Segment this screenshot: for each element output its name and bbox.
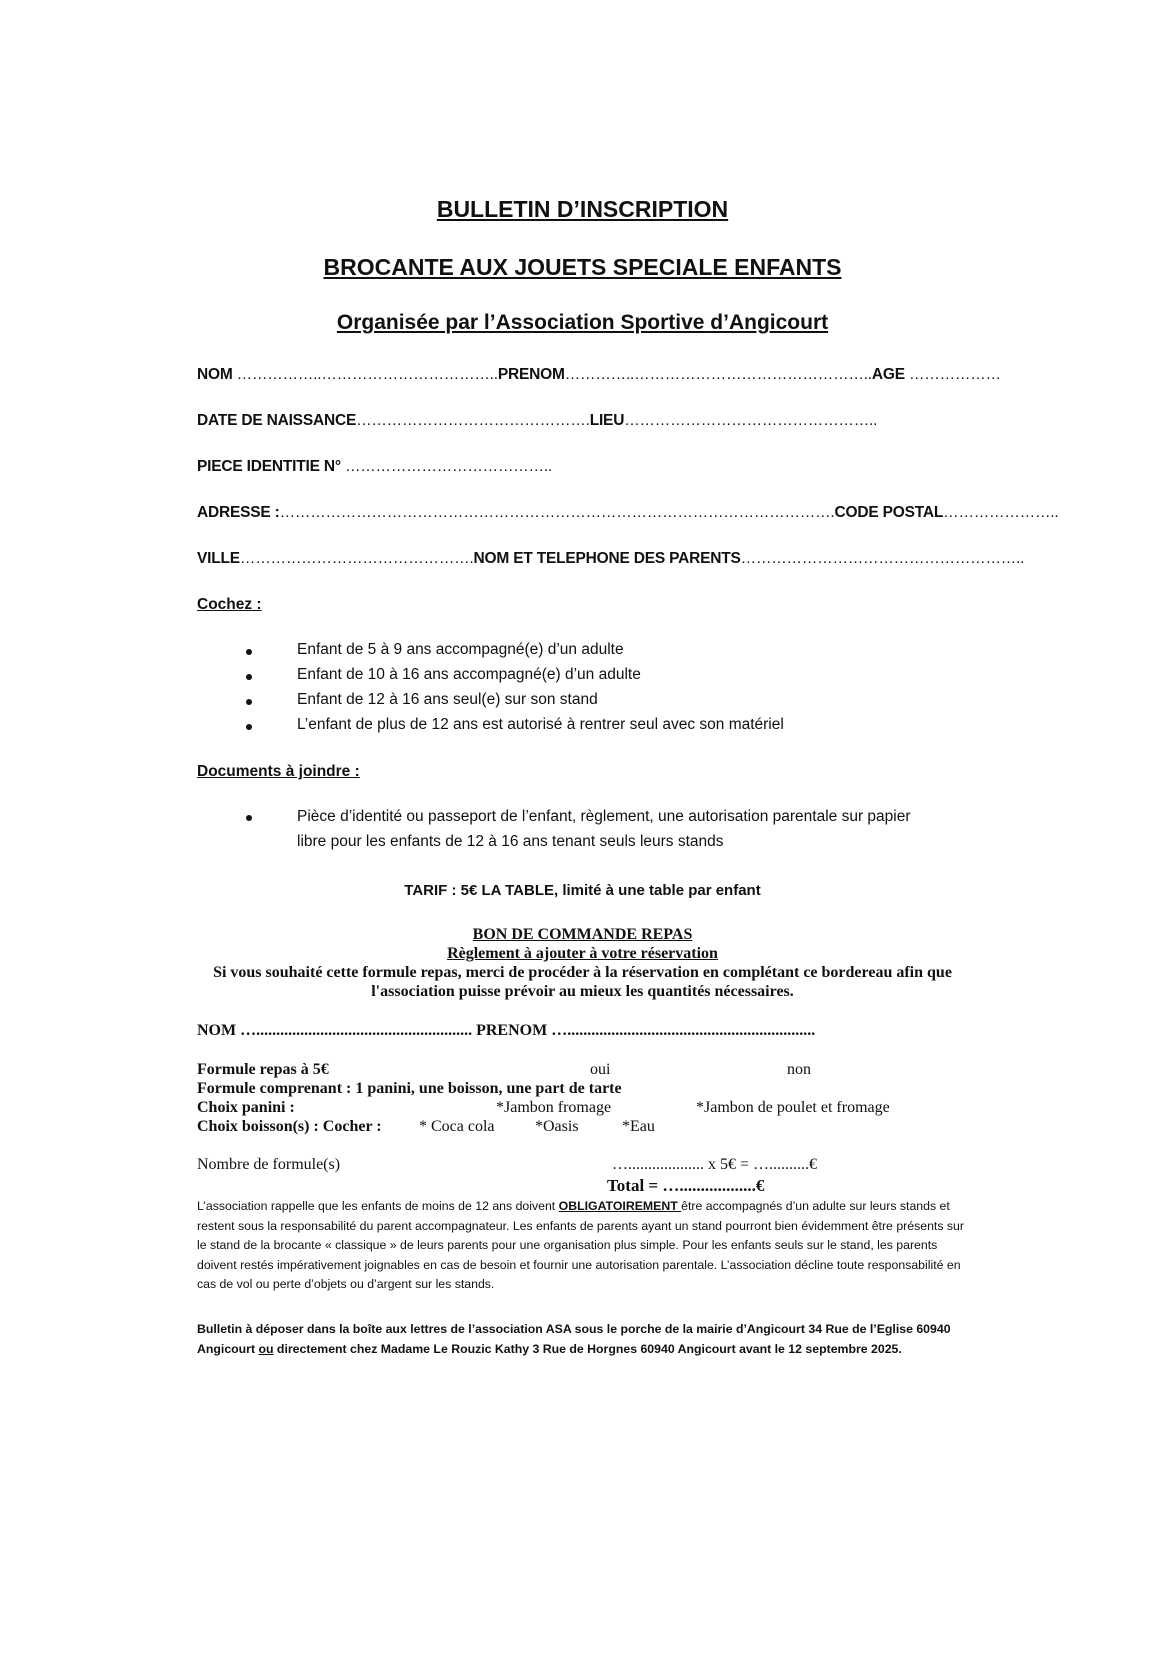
responsibility-note bbox=[197, 1197, 967, 1295]
cochez-heading: Cochez : bbox=[197, 596, 262, 613]
depot-ou: ou bbox=[258, 1341, 274, 1356]
adresse-label: ADRESSE : bbox=[197, 504, 280, 521]
bullet-icon bbox=[246, 674, 252, 680]
document-title: BULLETIN D’INSCRIPTION bbox=[436, 196, 729, 222]
adresse-cp-line bbox=[197, 504, 1058, 522]
repas-nom-prenom-field[interactable]: NOM …...................................................... PRENOM ….............................................................. bbox=[197, 1022, 816, 1039]
adresse-field[interactable]: ………………………………………………………………………………………………. bbox=[279, 504, 835, 521]
nom-label: NOM bbox=[197, 366, 233, 383]
panini-option[interactable]: *Jambon de poulet et fromage bbox=[696, 1099, 890, 1116]
depot-text: Bulletin à déposer dans la boîte aux lettres de l’association ASA sous le porche de la mairie d’Angicourt 34 Rue de l’Eglise 60940 Angicourt bbox=[197, 1322, 951, 1356]
note-text: L’association rappelle que les enfants de moins de 12 ans doivent bbox=[197, 1199, 559, 1213]
naissance-lieu-line bbox=[197, 412, 877, 430]
prenom-field[interactable]: …………..……………………………………….. bbox=[564, 366, 872, 383]
panini-option[interactable]: *Jambon fromage bbox=[496, 1099, 612, 1116]
ville-parents-line bbox=[197, 550, 1024, 568]
bullet-icon bbox=[246, 699, 252, 705]
parents-field[interactable]: ……………………………………………….. bbox=[740, 550, 1025, 567]
cochez-item[interactable]: Enfant de 5 à 9 ans accompagné(e) d’un adulte bbox=[297, 641, 624, 658]
panini-label: Choix panini : bbox=[197, 1099, 295, 1116]
bullet-icon bbox=[246, 724, 252, 730]
lieu-label: LIEU bbox=[589, 412, 625, 429]
repas-intro-line: l'association puisse prévoir au mieux les quantités nécessaires. bbox=[371, 983, 794, 1000]
lieu-field[interactable]: ………………………………………….. bbox=[624, 412, 878, 429]
cochez-item[interactable]: Enfant de 10 à 16 ans accompagné(e) d’un adulte bbox=[297, 666, 641, 683]
documents-line: libre pour les enfants de 12 à 16 ans tenant seuls leurs stands bbox=[297, 833, 724, 850]
boisson-option[interactable]: * Coca cola bbox=[419, 1118, 495, 1135]
cp-field[interactable]: ………………….. bbox=[943, 504, 1059, 521]
repas-title: BON DE COMMANDE REPAS bbox=[472, 926, 693, 943]
age-field[interactable]: ……………… bbox=[904, 366, 1001, 383]
tarif-text: TARIF : 5€ LA TABLE, limité à une table par enfant bbox=[404, 882, 761, 899]
event-title: BROCANTE AUX JOUETS SPECIALE ENFANTS bbox=[323, 254, 842, 280]
documents-line: Pièce d’identité ou passeport de l’enfant, règlement, une autorisation parentale sur papier bbox=[297, 808, 911, 825]
cochez-item[interactable]: L’enfant de plus de 12 ans est autorisé à rentrer seul avec son matériel bbox=[297, 716, 784, 733]
formule-comprenant: Formule comprenant : 1 panini, une boisson, une part de tarte bbox=[197, 1080, 622, 1097]
nombre-formules-field[interactable]: …................... x 5€ = …..........€ bbox=[612, 1156, 818, 1173]
depot-instructions bbox=[197, 1320, 967, 1359]
bullet-icon bbox=[246, 649, 252, 655]
formule-non-option[interactable]: non bbox=[787, 1061, 811, 1078]
repas-subtitle: Règlement à ajouter à votre réservation bbox=[447, 945, 718, 962]
ville-field[interactable]: ………………………………………. bbox=[239, 550, 474, 567]
note-text: être accompagnés d’un adulte sur leurs stands et restent sous la responsabilité du parent accompagnateur. Les enfants de parents ayant un stand pourront bien évidemment être présents sur le stand de la brocante « classique » de leurs parents pour une organisation plus simple. Pour les enfants seuls sur le stand, les parents doivent restés impérativement joignables en cas de besoin et fournir une autorisation parentale. L’association décline toute responsabilité en cas de vol ou perte d’objets ou d’argent sur les stands. bbox=[197, 1199, 964, 1291]
note-emphasis: OBLIGATOIREMENT bbox=[558, 1199, 682, 1213]
piece-identite-line bbox=[197, 458, 552, 476]
ville-label: VILLE bbox=[197, 550, 240, 567]
age-label: AGE bbox=[871, 366, 905, 383]
piece-field[interactable]: ………………………………….. bbox=[340, 458, 553, 475]
cp-label: CODE POSTAL bbox=[834, 504, 944, 521]
nom-prenom-age-line bbox=[197, 366, 1001, 384]
boisson-label: Choix boisson(s) : Cocher : bbox=[197, 1118, 382, 1135]
prenom-label: PRENOM bbox=[497, 366, 565, 383]
formule-oui-option[interactable]: oui bbox=[590, 1061, 611, 1078]
cochez-item[interactable]: Enfant de 12 à 16 ans seul(e) sur son stand bbox=[297, 691, 598, 708]
total-field[interactable]: Total = …..................€ bbox=[607, 1176, 765, 1195]
organizer-title: Organisée par l’Association Sportive d’Angicourt bbox=[336, 311, 829, 334]
depot-text: directement chez Madame Le Rouzic Kathy 3 Rue de Horgnes 60940 Angicourt avant le 12 septembre 2025. bbox=[273, 1341, 902, 1356]
repas-intro-line: Si vous souhaité cette formule repas, merci de procéder à la réservation en complétant ce bordereau afin que bbox=[213, 964, 952, 981]
naissance-field[interactable]: ………………………………………. bbox=[356, 412, 590, 429]
piece-label: PIECE IDENTITIE N° bbox=[197, 458, 341, 475]
boisson-option[interactable]: *Eau bbox=[622, 1118, 655, 1135]
bullet-icon bbox=[246, 815, 252, 821]
nom-field[interactable]: ……………..…………………………….. bbox=[232, 366, 498, 383]
parents-label: NOM ET TELEPHONE DES PARENTS bbox=[473, 550, 741, 567]
boisson-option[interactable]: *Oasis bbox=[535, 1118, 579, 1135]
documents-heading: Documents à joindre : bbox=[197, 763, 360, 780]
nombre-formules-label: Nombre de formule(s) bbox=[197, 1156, 341, 1173]
naissance-label: DATE DE NAISSANCE bbox=[197, 412, 357, 429]
formule-label: Formule repas à 5€ bbox=[197, 1061, 329, 1078]
